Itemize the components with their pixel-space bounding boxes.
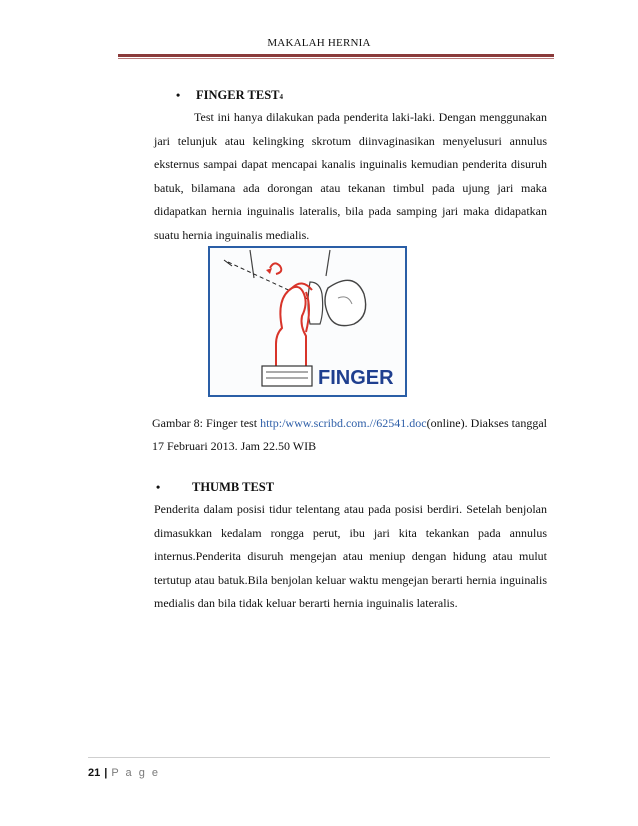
page-number: 21 bbox=[88, 767, 101, 779]
finger-test-title: FINGER TEST bbox=[196, 88, 280, 102]
thumb-test-section bbox=[156, 480, 547, 495]
page-label: P a g e bbox=[111, 767, 160, 779]
header-rule-thin bbox=[118, 58, 554, 59]
finger-test-section bbox=[176, 88, 547, 103]
thumb-test-heading bbox=[156, 480, 547, 495]
header-rule bbox=[118, 54, 554, 57]
caption-link[interactable]: http:/www.scribd.com.//62541.doc bbox=[260, 416, 427, 430]
thumb-test-title: THUMB TEST bbox=[192, 480, 275, 494]
thumb-test-text: Penderita dalam posisi tidur telentang atau pada posisi berdiri. Setelah benjolan dimasukkan kedalam rongga perut, ibu jari kita tekankan pada annulus internus.Penderita disuruh mengejan atau meniup dengan hidung atau mulut tertutup atau batuk.Bila benjolan keluar waktu mengejan berarti hernia inguinalis medialis dan bila tidak keluar berarti hernia inguinalis lateralis. bbox=[154, 502, 547, 611]
finger-test-heading bbox=[176, 88, 547, 103]
thumb-test-paragraph bbox=[154, 498, 547, 616]
figure-label: FINGER bbox=[318, 367, 394, 389]
finger-test-text: Test ini hanya dilakukan pada penderita laki-laki. Dengan menggunakan jari telunjuk atau kelingking skrotum diinvaginasikan menyelusuri annulus eksternus sampai dapat mencapai kanalis inguinalis kemudian penderita disuruh batuk, bilamana ada dorongan atau tekanan timbul pada ujung jari maka didapatkan hernia inguinalis lateralis, bila pada samping jari maka didapatkan suatu hernia inguinalis medialis. bbox=[154, 110, 547, 242]
finger-test-figure bbox=[208, 246, 407, 397]
figure-caption bbox=[152, 412, 547, 458]
page-footer bbox=[88, 767, 160, 779]
running-header: MAKALAH HERNIA bbox=[267, 37, 371, 49]
caption-suffix: (online). Diakses tanggal 17 Februari 2013. Jam 22.50 WIB bbox=[152, 416, 547, 453]
footer-separator: | bbox=[104, 767, 108, 779]
footer-rule bbox=[88, 757, 550, 758]
bullet-icon: • bbox=[156, 480, 161, 494]
finger-test-illustration bbox=[210, 248, 405, 395]
finger-test-paragraph bbox=[154, 106, 547, 248]
caption-prefix: Gambar 8: Finger test bbox=[152, 416, 261, 430]
footnote-ref: 4 bbox=[279, 93, 283, 101]
bullet-icon: • bbox=[176, 88, 181, 102]
